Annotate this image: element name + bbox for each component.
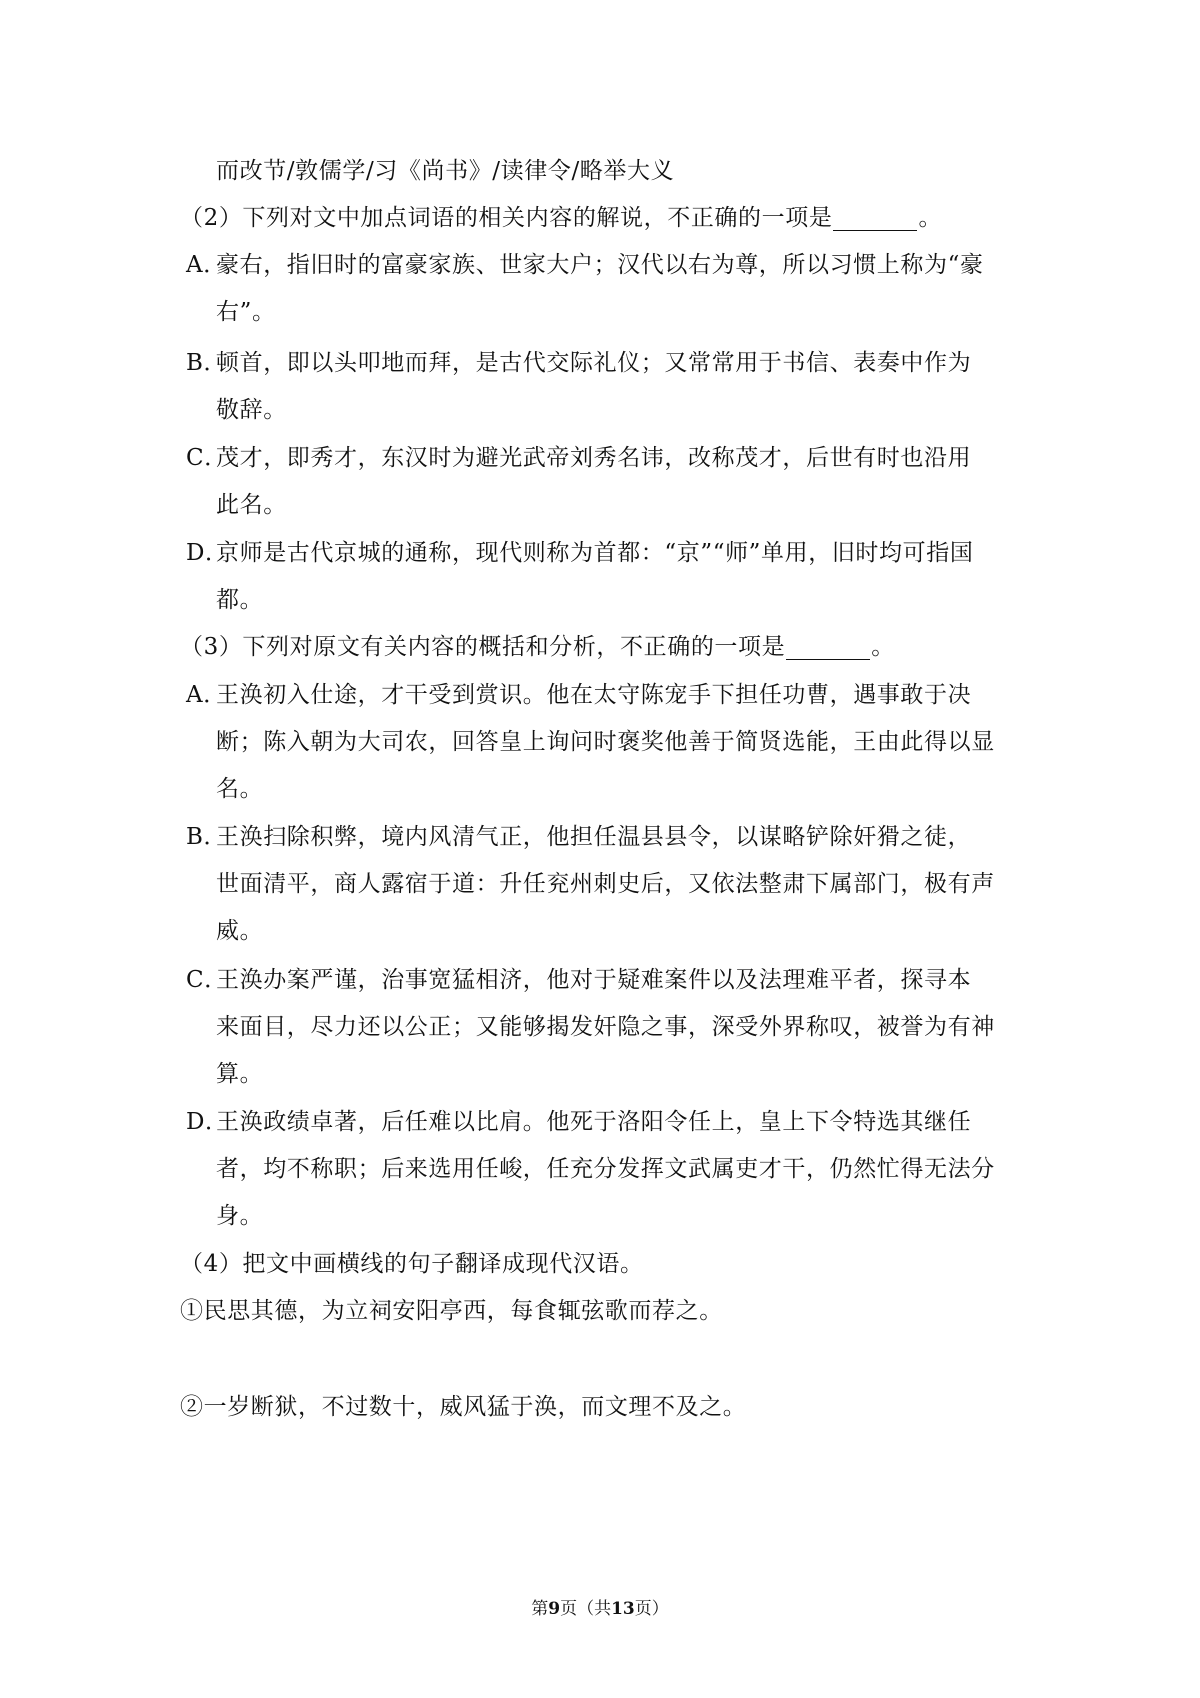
q2-option-a	[186, 250, 984, 280]
sentence-break-line: 而改节/敦儒学/习《尚书》/读律令/略举大义	[216, 158, 675, 184]
option-label: B．	[186, 824, 228, 850]
q2-option-c-cont: 此名。	[216, 492, 287, 518]
option-text: 豪右，指旧时的富豪家族、世家大户；汉代以右为尊，所以习惯上称为“豪	[216, 252, 984, 278]
option-text: 王涣扫除积弊，境内风清气正，他担任温县县令，以谋略铲除奸猾之徒，	[216, 824, 972, 850]
translation-sentence-2: ②一岁断狱，不过数十，威风猛于涣，而文理不及之。	[180, 1394, 747, 1420]
question-2-stem	[180, 203, 942, 233]
option-text: 茂才，即秀才，东汉时为避光武帝刘秀名讳，改称茂才，后世有时也沿用	[216, 445, 972, 471]
q2-option-d	[186, 538, 973, 568]
option-text: 顿首，即以头叩地而拜，是古代交际礼仪；又常常用于书信、表奏中作为	[216, 350, 972, 376]
q3-option-c-cont: 来面目，尽力还以公正；又能够揭发奸隐之事，深受外界称叹，被誉为有神	[216, 1014, 995, 1040]
translation-sentence-1: ①民思其德，为立祠安阳亭西，每食辄弦歌而荐之。	[180, 1298, 723, 1324]
q3-option-a	[186, 680, 971, 710]
option-text: 王涣初入仕途，才干受到赏识。他在太守陈宠手下担任功曹，遇事敢于决	[216, 682, 972, 708]
q2-option-a-cont: 右”。	[216, 299, 276, 325]
option-label: A．	[186, 682, 227, 708]
option-text: 王涣政绩卓著，后任难以比肩。他死于洛阳令任上，皇上下令特选其继任	[216, 1109, 972, 1135]
question-3-text: （3）下列对原文有关内容的概括和分析，不正确的一项是	[180, 634, 786, 660]
page-footer	[0, 1598, 1200, 1620]
q2-option-d-cont: 都。	[216, 587, 264, 613]
q2-option-b	[186, 348, 971, 378]
q3-option-d	[186, 1107, 971, 1137]
q3-option-a-cont: 断；陈入朝为大司农，回答皇上询问时褒奖他善于简贤选能，王由此得以显	[216, 729, 995, 755]
footer-suffix: 页）	[634, 1599, 669, 1619]
q3-option-c-cont: 算。	[216, 1061, 264, 1087]
q3-option-a-cont: 名。	[216, 776, 264, 802]
option-label: D．	[186, 1109, 229, 1135]
option-label: D．	[186, 540, 229, 566]
option-text: 王涣办案严谨，治事宽猛相济，他对于疑难案件以及法理难平者，探寻本	[216, 967, 972, 993]
footer-page-number: 9	[548, 1599, 561, 1619]
option-label: C．	[186, 445, 228, 471]
q3-option-d-cont: 身。	[216, 1203, 264, 1229]
option-label: B．	[186, 350, 228, 376]
question-2-text: （2）下列对文中加点词语的相关内容的解说，不正确的一项是	[180, 205, 833, 231]
q2-option-b-cont: 敬辞。	[216, 397, 287, 423]
question-2-end: 。	[918, 205, 943, 231]
q3-option-d-cont: 者，均不称职；后来选用任峻，任充分发挥文武属吏才干，仍然忙得无法分	[216, 1156, 995, 1182]
question-3-end: 。	[871, 634, 895, 660]
q3-option-b-cont: 世面清平，商人露宿于道：升任兖州刺史后，又依法整肃下属部门，极有声	[216, 871, 995, 897]
option-text: 京师是古代京城的通称，现代则称为首都：“京”“师”单用，旧时均可指国	[216, 540, 974, 566]
q3-option-b-cont: 威。	[216, 918, 264, 944]
option-label: A．	[186, 252, 227, 278]
q3-option-c	[186, 965, 971, 995]
q2-option-c	[186, 443, 971, 473]
footer-middle: 页（共	[560, 1599, 612, 1619]
answer-blank[interactable]	[786, 635, 870, 660]
q3-option-b	[186, 822, 971, 852]
footer-prefix: 第	[531, 1599, 549, 1619]
answer-blank[interactable]	[833, 206, 917, 231]
option-label: C．	[186, 967, 228, 993]
question-4-stem: （4）把文中画横线的句子翻译成现代汉语。	[180, 1251, 644, 1277]
footer-total-pages: 13	[611, 1599, 635, 1619]
question-3-stem	[180, 632, 895, 662]
